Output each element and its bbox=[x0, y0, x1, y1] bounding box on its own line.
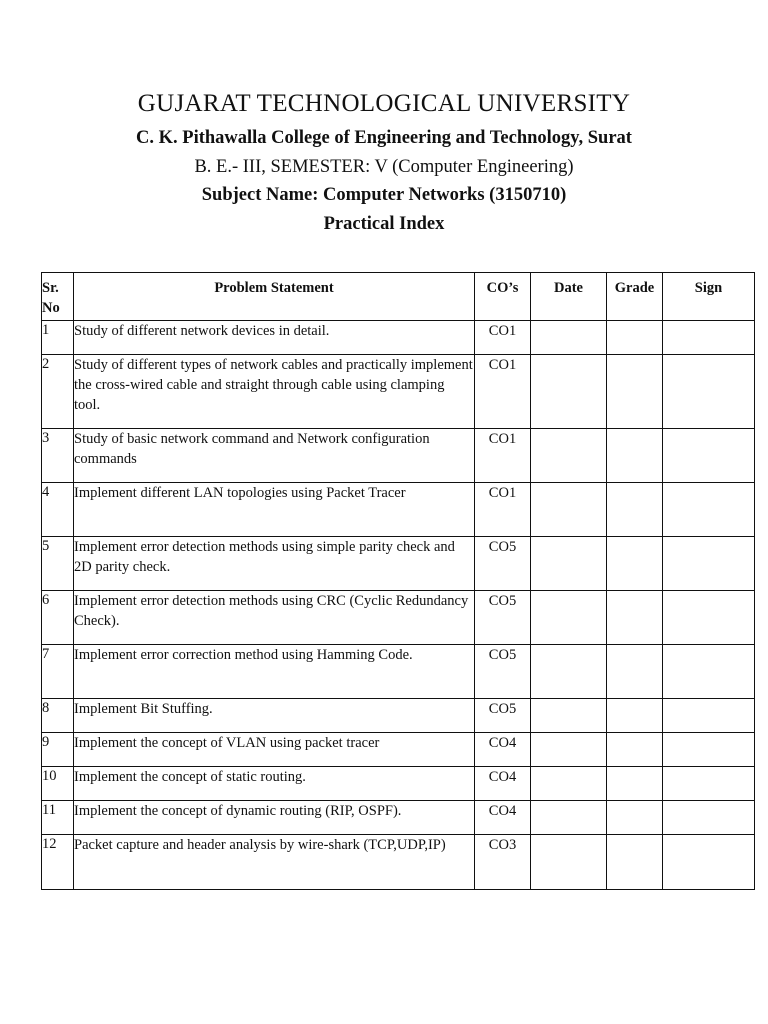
grade-cell bbox=[607, 733, 663, 767]
sign-cell bbox=[663, 801, 755, 835]
co-cell: CO5 bbox=[475, 699, 531, 733]
problem-statement-cell: Implement the concept of VLAN using packet tracer bbox=[74, 733, 475, 767]
table-row bbox=[42, 429, 755, 483]
problem-statement-cell: Study of different types of network cables and practically implement the cross-wired cable and straight through cable using clamping tool. bbox=[74, 355, 475, 429]
table-row bbox=[42, 767, 755, 801]
problem-statement-cell: Implement the concept of dynamic routing (RIP, OSPF). bbox=[74, 801, 475, 835]
sign-cell bbox=[663, 699, 755, 733]
sign-cell bbox=[663, 537, 755, 591]
date-cell bbox=[531, 355, 607, 429]
problem-statement-cell: Study of basic network command and Network configuration commands bbox=[74, 429, 475, 483]
grade-cell bbox=[607, 835, 663, 890]
co-cell: CO4 bbox=[475, 767, 531, 801]
table-body bbox=[42, 321, 755, 890]
problem-statement-cell: Implement the concept of static routing. bbox=[74, 767, 475, 801]
sr-no-cell: 12 bbox=[42, 835, 74, 890]
date-cell bbox=[531, 645, 607, 699]
grade-cell bbox=[607, 591, 663, 645]
column-header-date: Date bbox=[531, 273, 607, 321]
sign-cell bbox=[663, 429, 755, 483]
table-row bbox=[42, 645, 755, 699]
table-row bbox=[42, 537, 755, 591]
table-row bbox=[42, 483, 755, 537]
co-cell: CO1 bbox=[475, 429, 531, 483]
grade-cell bbox=[607, 699, 663, 733]
co-cell: CO5 bbox=[475, 591, 531, 645]
document-header bbox=[0, 86, 768, 238]
sr-no-cell: 10 bbox=[42, 767, 74, 801]
table-row bbox=[42, 355, 755, 429]
column-header-problem-statement: Problem Statement bbox=[74, 273, 475, 321]
table-row bbox=[42, 801, 755, 835]
date-cell bbox=[531, 483, 607, 537]
course-info: B. E.- III, SEMESTER: V (Computer Engineering) bbox=[194, 156, 574, 177]
grade-cell bbox=[607, 645, 663, 699]
table-header-row bbox=[42, 273, 755, 321]
table-row bbox=[42, 591, 755, 645]
date-cell bbox=[531, 733, 607, 767]
date-cell bbox=[531, 767, 607, 801]
grade-cell bbox=[607, 801, 663, 835]
date-cell bbox=[531, 801, 607, 835]
problem-statement-cell: Study of different network devices in detail. bbox=[74, 321, 475, 355]
subject-name: Subject Name: Computer Networks (3150710) bbox=[201, 185, 567, 205]
co-cell: CO5 bbox=[475, 645, 531, 699]
grade-cell bbox=[607, 355, 663, 429]
date-cell bbox=[531, 537, 607, 591]
table-row bbox=[42, 699, 755, 733]
date-cell bbox=[531, 835, 607, 890]
co-cell: CO1 bbox=[475, 321, 531, 355]
sr-no-cell: 7 bbox=[42, 645, 74, 699]
sr-no-cell: 11 bbox=[42, 801, 74, 835]
table-row bbox=[42, 835, 755, 890]
column-header-sr-no bbox=[42, 273, 74, 321]
date-cell bbox=[531, 591, 607, 645]
sr-no-cell: 2 bbox=[42, 355, 74, 429]
problem-statement-cell: Implement Bit Stuffing. bbox=[74, 699, 475, 733]
co-cell: CO1 bbox=[475, 483, 531, 537]
column-header-cos: CO’s bbox=[475, 273, 531, 321]
grade-cell bbox=[607, 483, 663, 537]
page-title: Practical Index bbox=[323, 213, 445, 234]
sign-cell bbox=[663, 835, 755, 890]
date-cell bbox=[531, 429, 607, 483]
grade-cell bbox=[607, 767, 663, 801]
college-name: C. K. Pithawalla College of Engineering and Technology, Surat bbox=[136, 128, 632, 148]
problem-statement-cell: Implement error correction method using Hamming Code. bbox=[74, 645, 475, 699]
co-cell: CO3 bbox=[475, 835, 531, 890]
column-header-sign: Sign bbox=[663, 273, 755, 321]
sign-cell bbox=[663, 591, 755, 645]
sign-cell bbox=[663, 733, 755, 767]
sign-cell bbox=[663, 483, 755, 537]
co-cell: CO1 bbox=[475, 355, 531, 429]
table-row bbox=[42, 733, 755, 767]
sr-no-cell: 1 bbox=[42, 321, 74, 355]
problem-statement-cell: Packet capture and header analysis by wire-shark (TCP,UDP,IP) bbox=[74, 835, 475, 890]
grade-cell bbox=[607, 429, 663, 483]
sr-no-cell: 3 bbox=[42, 429, 74, 483]
problem-statement-cell: Implement error detection methods using CRC (Cyclic Redundancy Check). bbox=[74, 591, 475, 645]
sr-no-header-text: Sr. No bbox=[42, 280, 60, 316]
sr-no-cell: 5 bbox=[42, 537, 74, 591]
column-header-grade: Grade bbox=[607, 273, 663, 321]
date-cell bbox=[531, 321, 607, 355]
grade-cell bbox=[607, 321, 663, 355]
practical-index-table bbox=[41, 272, 755, 890]
sr-no-cell: 6 bbox=[42, 591, 74, 645]
university-name: GUJARAT TECHNOLOGICAL UNIVERSITY bbox=[137, 90, 631, 117]
date-cell bbox=[531, 699, 607, 733]
sign-cell bbox=[663, 767, 755, 801]
co-cell: CO4 bbox=[475, 733, 531, 767]
sr-no-cell: 9 bbox=[42, 733, 74, 767]
sr-no-cell: 4 bbox=[42, 483, 74, 537]
problem-statement-cell: Implement error detection methods using simple parity check and 2D parity check. bbox=[74, 537, 475, 591]
table-row bbox=[42, 321, 755, 355]
sign-cell bbox=[663, 645, 755, 699]
sign-cell bbox=[663, 355, 755, 429]
sign-cell bbox=[663, 321, 755, 355]
sr-no-cell: 8 bbox=[42, 699, 74, 733]
co-cell: CO5 bbox=[475, 537, 531, 591]
problem-statement-cell: Implement different LAN topologies using Packet Tracer bbox=[74, 483, 475, 537]
grade-cell bbox=[607, 537, 663, 591]
co-cell: CO4 bbox=[475, 801, 531, 835]
